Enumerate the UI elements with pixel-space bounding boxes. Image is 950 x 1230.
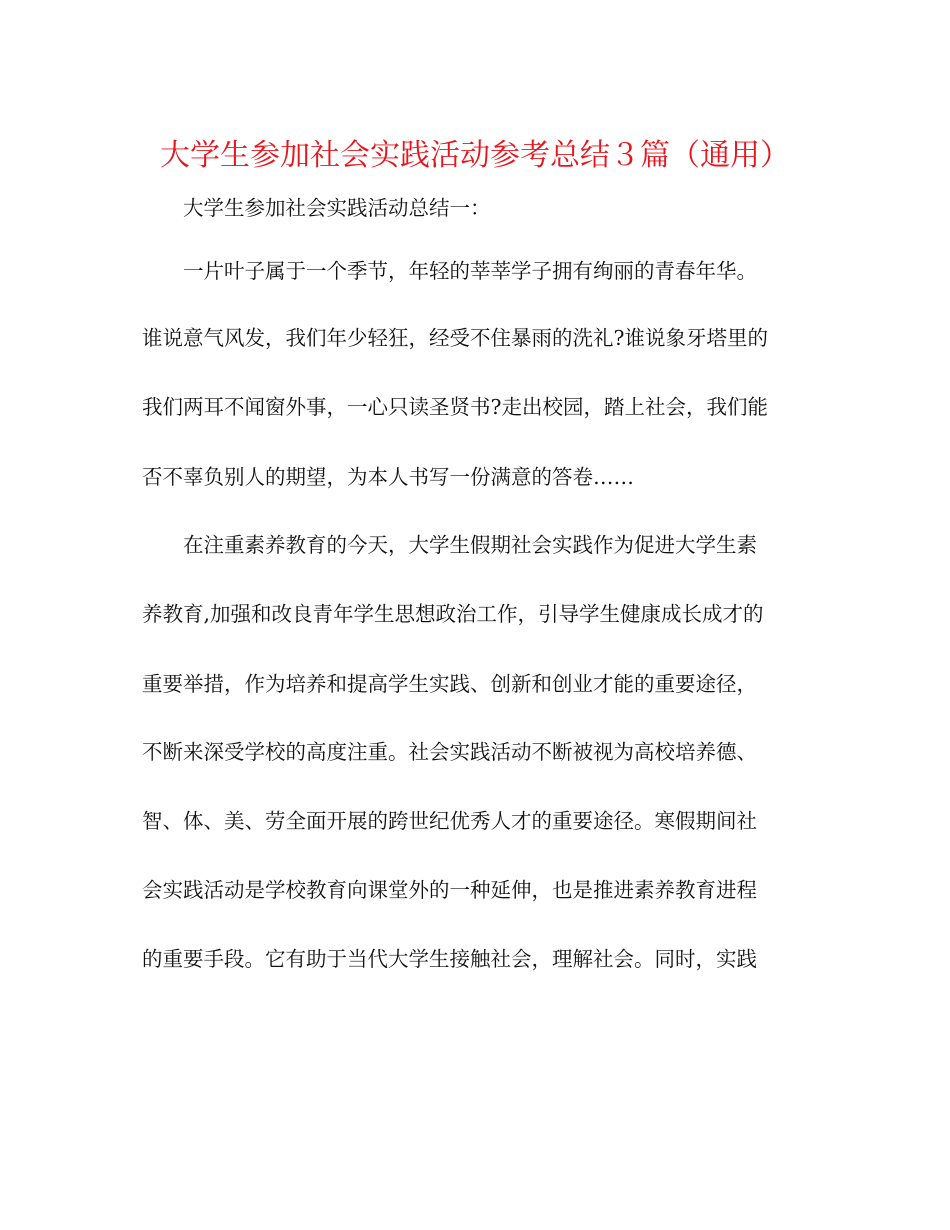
section-heading: 大学生参加社会实践活动总结一： (183, 196, 491, 220)
paragraph-line: 重要举措，作为培养和提高学生实践、创新和创业才能的重要途径， (142, 672, 757, 696)
paragraph-line: 一片叶子属于一个季节，年轻的莘莘学子拥有绚丽的青春年华。 (183, 259, 757, 283)
paragraph-line: 的重要手段。它有助于当代大学生接触社会，理解社会。同时，实践 (142, 947, 757, 971)
paragraph-line: 养教育,加强和改良青年学生思想政治工作，引导学生健康成长成才的 (142, 602, 764, 626)
paragraph-line: 我们两耳不闻窗外事，一心只读圣贤书?走出校园，踏上社会，我们能 (142, 395, 768, 419)
paragraph-line: 会实践活动是学校教育向课堂外的一种延伸，也是推进素养教育进程 (142, 878, 757, 902)
paragraph-line: 不断来深受学校的高度注重。社会实践活动不断被视为高校培养德、 (142, 740, 757, 764)
paragraph-line: 否不辜负别人的期望，为本人书写一份满意的答卷…… (142, 465, 634, 489)
paragraph-line: 在注重素养教育的今天，大学生假期社会实践作为促进大学生素 (183, 533, 757, 557)
paragraph-line: 智、体、美、劳全面开展的跨世纪优秀人才的重要途径。寒假期间社 (142, 809, 757, 833)
document-title: 大学生参加社会实践活动参考总结３篇（通用） (160, 138, 790, 173)
paragraph-line: 谁说意气风发，我们年少轻狂，经受不住暴雨的洗礼?谁说象牙塔里的 (142, 326, 768, 350)
